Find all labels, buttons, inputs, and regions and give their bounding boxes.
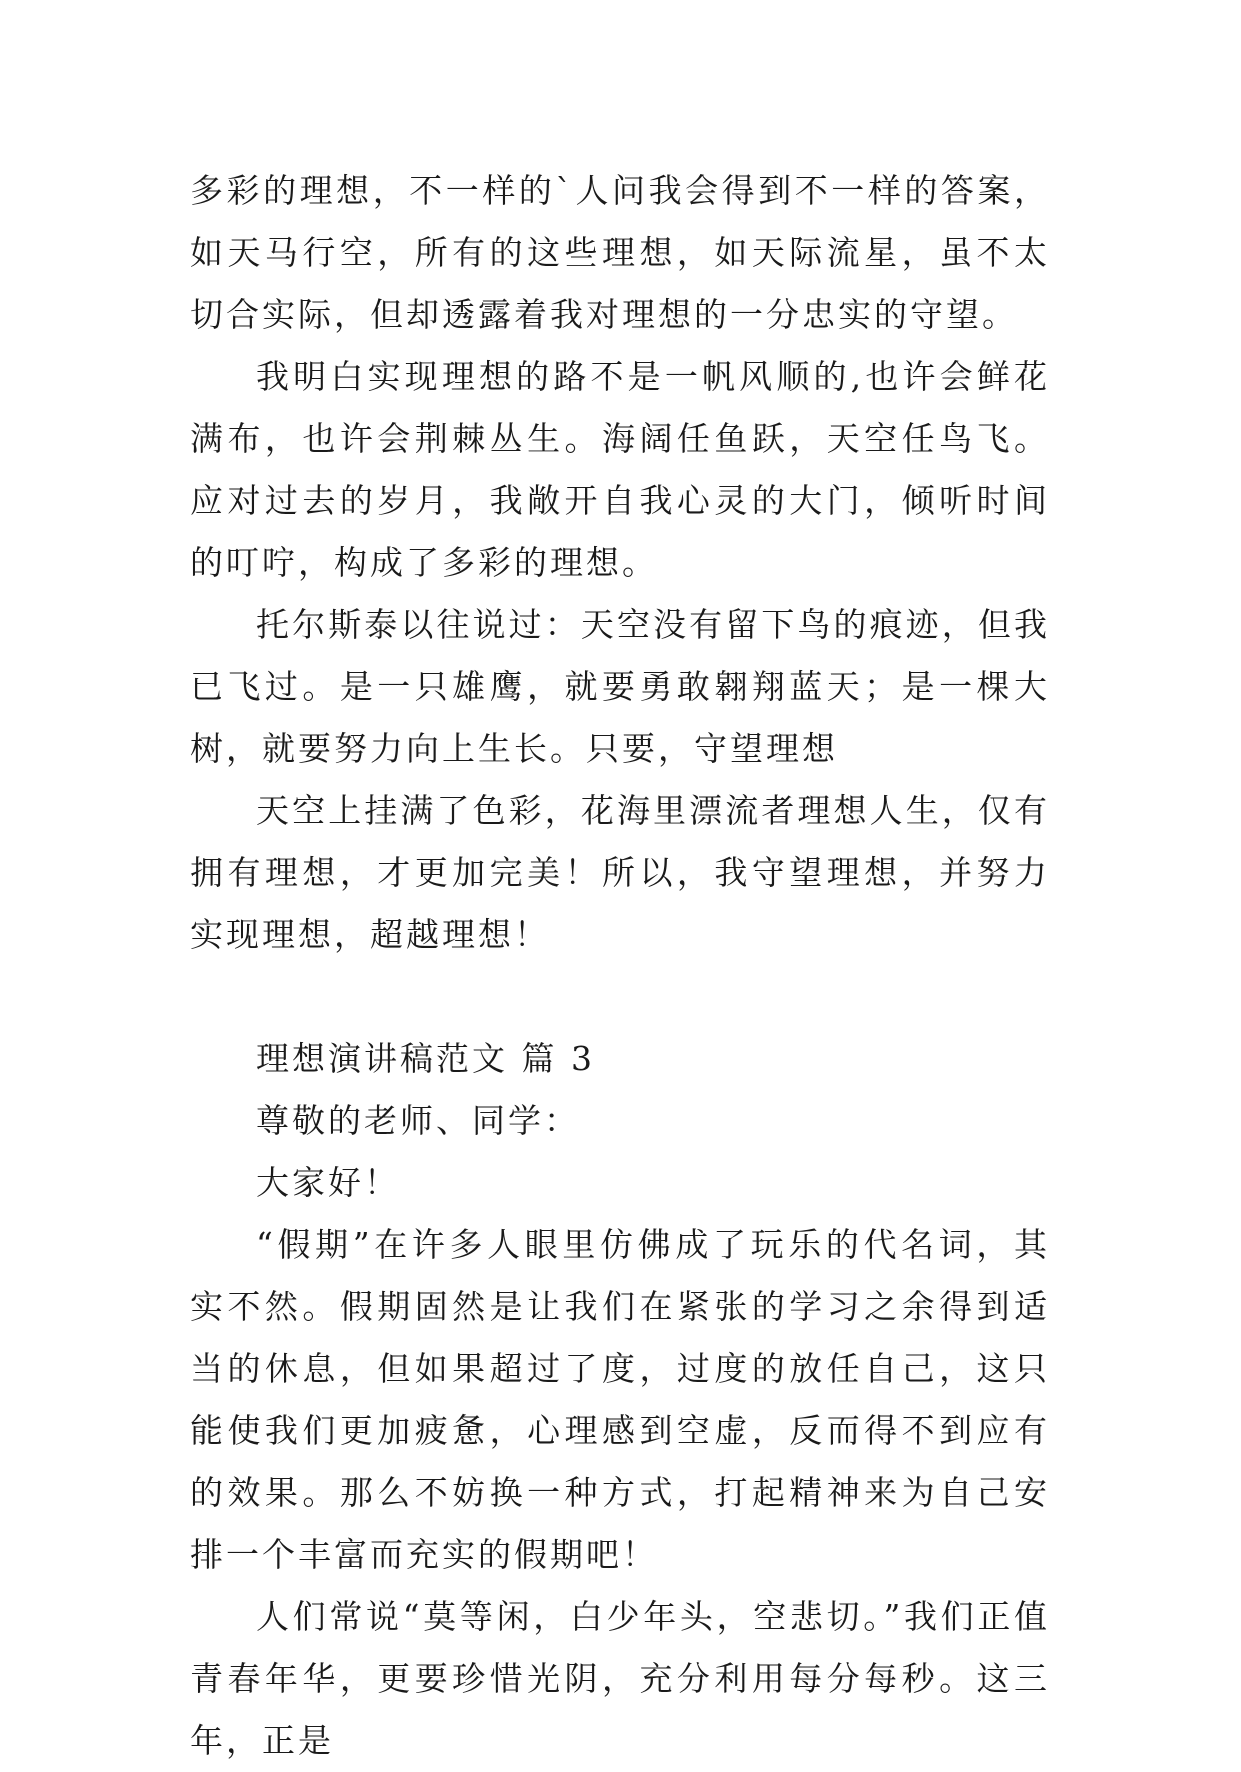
paragraph-5: “假期”在许多人眼里仿佛成了玩乐的代名词，其实不然。假期固然是让我们在紧张的学习之余得到适当的休息，但如果超过了度，过度的放任自己，这只能使我们更加疲惫，心理感到空虚，反而得不到应有的效果。那么不妨换一种方式，打起精神来为自己安排一个丰富而充实的假期吧！ (190, 1225, 1050, 1574)
salutation: 尊敬的老师、同学： (256, 1101, 580, 1140)
section-spacer (190, 966, 1050, 1028)
paragraph-3: 托尔斯泰以往说过：天空没有留下鸟的痕迹，但我已飞过。是一只雄鹰，就要勇敢翱翔蓝天；是一棵大树，就要努力向上生长。只要，守望理想 (190, 605, 1050, 768)
section-title: 理想演讲稿范文 篇 3 (256, 1039, 595, 1078)
paragraph-2: 我明白实现理想的路不是一帆风顺的,也许会鲜花满布，也许会荆棘丛生。海阔任鱼跃，天空任鸟飞。应对过去的岁月，我敞开自我心灵的大门，倾听时间的叮咛，构成了多彩的理想。 (190, 357, 1050, 582)
greeting: 大家好！ (256, 1163, 400, 1202)
paragraph-1: 多彩的理想，不一样的`人问我会得到不一样的答案，如天马行空，所有的这些理想，如天际流星，虽不太切合实际，但却透露着我对理想的一分忠实的守望。 (190, 171, 1050, 334)
document-body (190, 160, 1050, 1772)
paragraph-4: 天空上挂满了色彩，花海里漂流者理想人生，仅有拥有理想，才更加完美！所以，我守望理想，并努力实现理想，超越理想！ (190, 791, 1050, 954)
paragraph-6: 人们常说“莫等闲，白少年头，空悲切。”我们正值青春年华，更要珍惜光阴，充分利用每分每秒。这三年，正是 (190, 1597, 1050, 1760)
